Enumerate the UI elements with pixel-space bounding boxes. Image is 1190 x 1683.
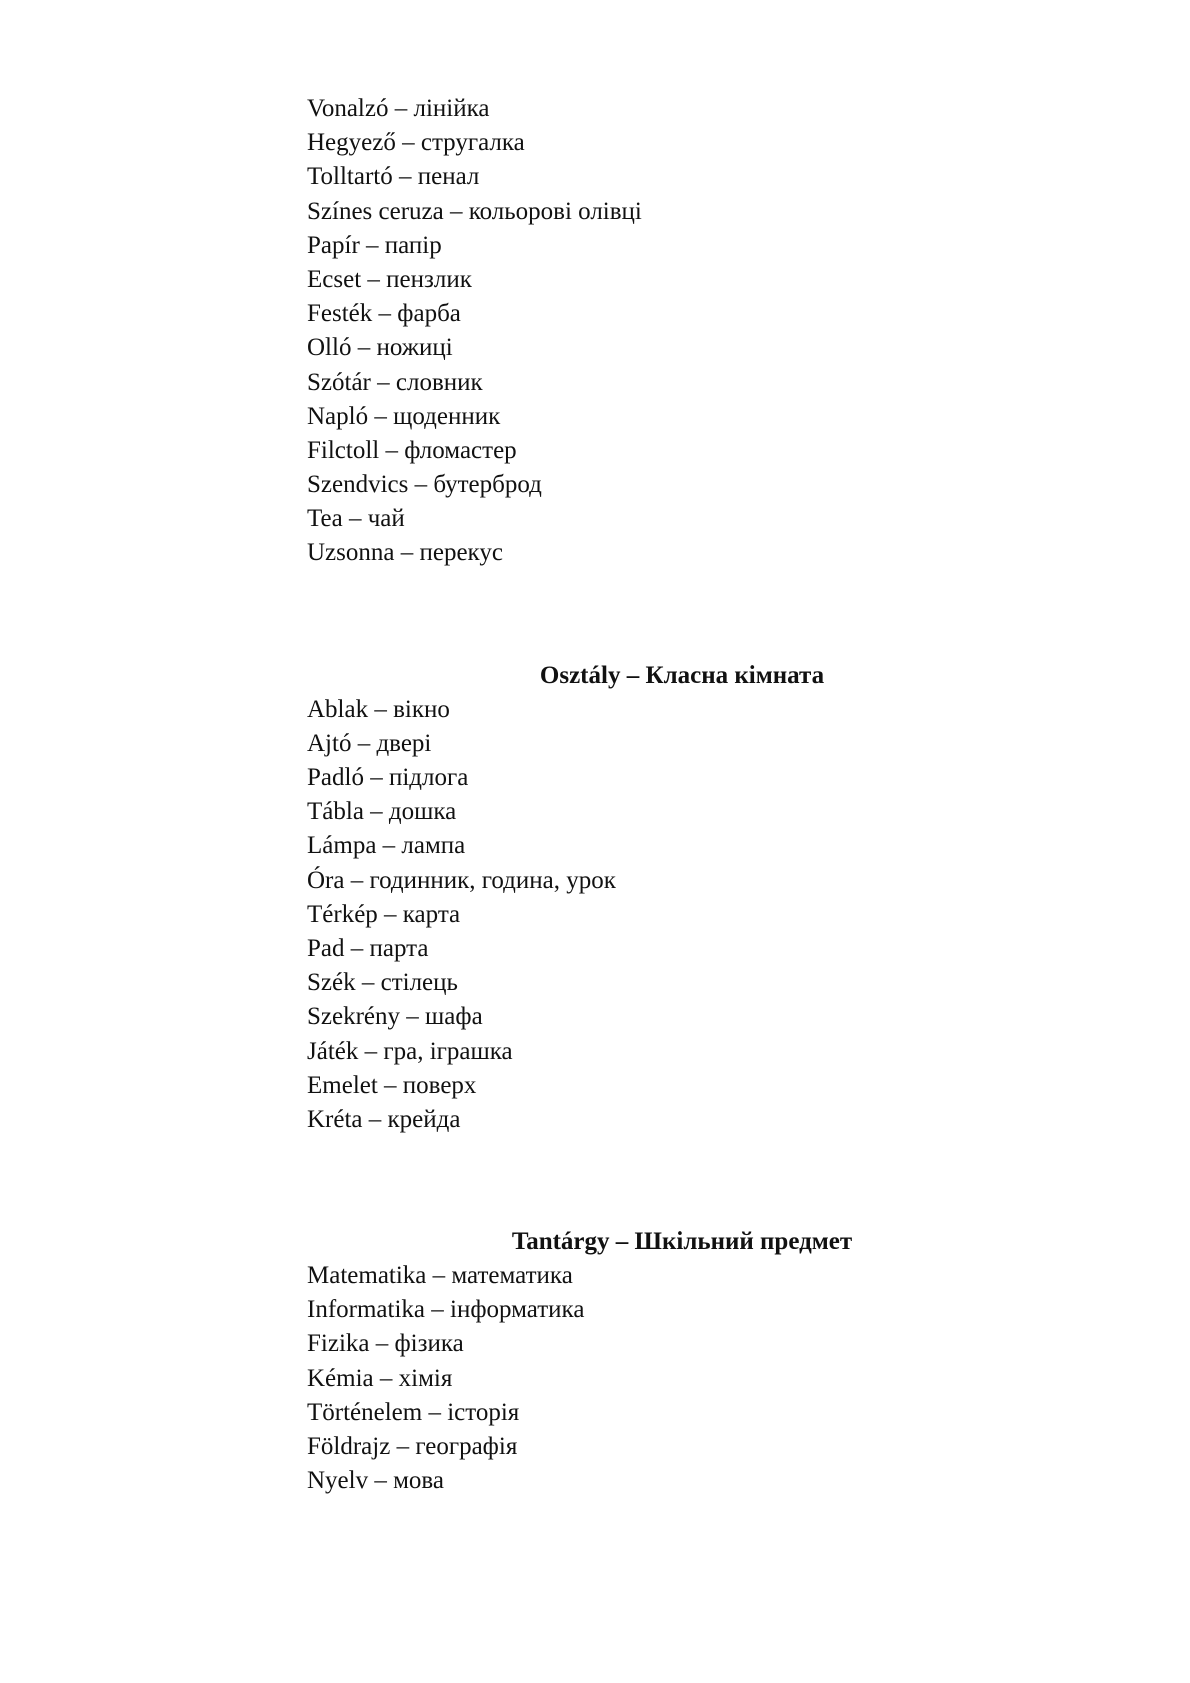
section-school-subjects [307, 1225, 1027, 1498]
vocabulary-entry: Festék – фарба [307, 300, 461, 328]
vocabulary-entry: Lámpa – лампа [307, 832, 466, 860]
vocabulary-entry: Kréta – крейда [307, 1105, 461, 1133]
vocabulary-entry: Uzsonna – перекус [307, 539, 503, 567]
section-heading: Tantárgy – Шкільний предмет [511, 1228, 853, 1256]
vocabulary-entry: Földrajz – географія [307, 1433, 518, 1460]
vocabulary-entry: Szendvics – бутерброд [307, 471, 542, 499]
vocabulary-entry: Olló – ножиці [307, 334, 453, 362]
vocabulary-entry: Tábla – дошка [307, 798, 457, 826]
vocabulary-entry: Ajtó – двері [307, 729, 432, 757]
vocabulary-entry: Matematika – математика [307, 1262, 573, 1290]
vocabulary-entry: Pad – парта [307, 934, 429, 962]
vocabulary-entry: Szék – стілець [307, 969, 458, 997]
vocabulary-entry: Ecset – пензлик [307, 265, 472, 293]
vocabulary-entry: Papír – папір [307, 231, 442, 259]
vocabulary-list [307, 1259, 1027, 1498]
vocabulary-entry: Fizika – фізика [307, 1330, 464, 1358]
vocabulary-entry: Napló – щоденник [307, 402, 501, 430]
vocabulary-entry: Játék – гра, іграшка [307, 1037, 513, 1065]
vocabulary-entry: Nyelv – мова [307, 1467, 444, 1495]
section-school-supplies [307, 92, 1027, 571]
vocabulary-entry: Szekrény – шафа [307, 1003, 483, 1031]
vocabulary-entry: Térkép – карта [307, 900, 461, 928]
vocabulary-entry: Hegyező – стругалка [307, 129, 525, 157]
section-heading: Osztály – Класна кімната [539, 661, 825, 689]
vocabulary-entry: Informatika – інформатика [307, 1296, 585, 1324]
vocabulary-entry: Tea – чай [307, 505, 405, 533]
vocabulary-entry: Történelem – історія [307, 1398, 520, 1426]
vocabulary-entry: Emelet – поверх [307, 1071, 477, 1099]
vocabulary-column [307, 92, 1027, 1498]
section-classroom [307, 659, 1027, 1137]
vocabulary-entry: Filctoll – фломастер [307, 436, 517, 464]
vocabulary-list [307, 693, 1027, 1137]
vocabulary-list [307, 92, 1027, 571]
vocabulary-entry: Padló – підлога [307, 764, 469, 791]
vocabulary-entry: Vonalzó – лінійка [307, 95, 490, 122]
vocabulary-entry: Szótár – словник [307, 368, 483, 396]
vocabulary-entry: Óra – годинник, година, урок [307, 866, 616, 894]
vocabulary-entry: Tolltartó – пенал [307, 163, 480, 191]
vocabulary-entry: Kémia – хімія [307, 1364, 453, 1392]
vocabulary-entry: Színes ceruza – кольорові олівці [307, 197, 642, 225]
vocabulary-entry: Ablak – вікно [307, 695, 450, 723]
